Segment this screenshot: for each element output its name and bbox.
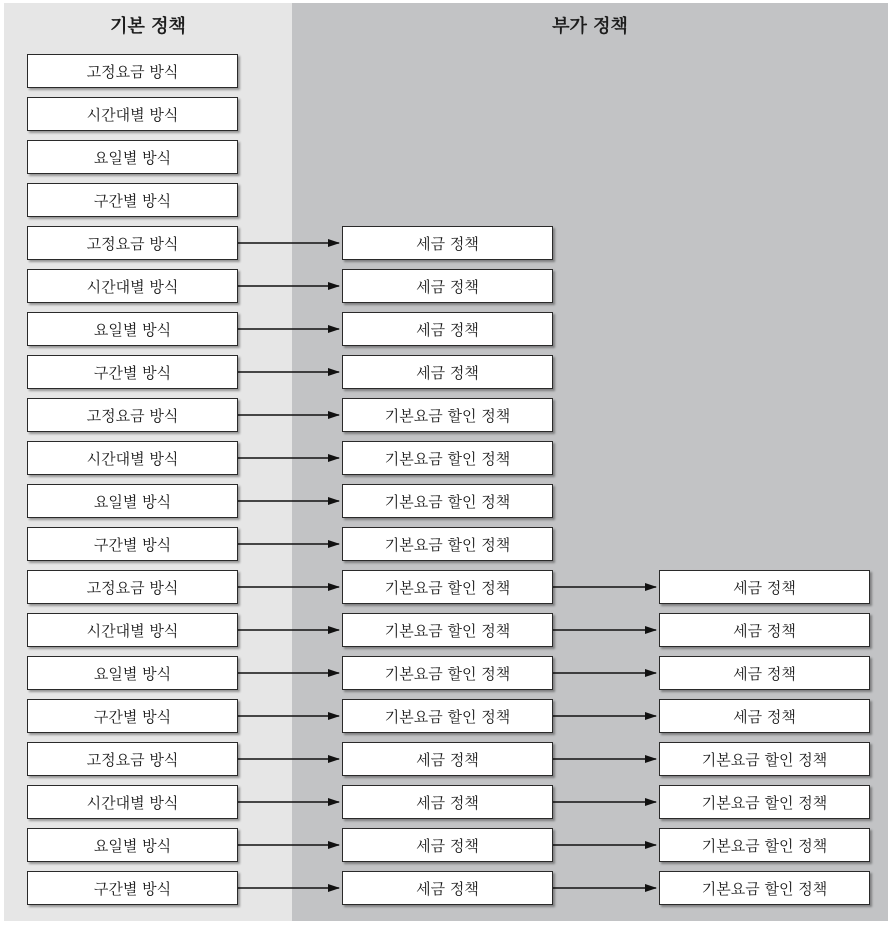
fee-method-box: 고정요금 방식	[27, 742, 238, 776]
tax-policy-box: 세금 정책	[659, 699, 870, 733]
discount-policy-box: 기본요금 할인 정책	[342, 656, 553, 690]
discount-policy-box: 기본요금 할인 정책	[342, 441, 553, 475]
fee-method-box: 구간별 방식	[27, 355, 238, 389]
discount-policy-box: 기본요금 할인 정책	[342, 570, 553, 604]
discount-policy-box: 기본요금 할인 정책	[659, 828, 870, 862]
tax-policy-box: 세금 정책	[342, 871, 553, 905]
tax-policy-box: 세금 정책	[342, 742, 553, 776]
fee-method-box: 구간별 방식	[27, 183, 238, 217]
discount-policy-box: 기본요금 할인 정책	[342, 613, 553, 647]
basic-policy-header: 기본 정책	[110, 16, 186, 37]
tax-policy-box: 세금 정책	[659, 656, 870, 690]
discount-policy-box: 기본요금 할인 정책	[659, 742, 870, 776]
fee-method-box: 구간별 방식	[27, 699, 238, 733]
discount-policy-box: 기본요금 할인 정책	[342, 484, 553, 518]
tax-policy-box: 세금 정책	[342, 269, 553, 303]
tax-policy-box: 세금 정책	[342, 355, 553, 389]
discount-policy-box: 기본요금 할인 정책	[342, 398, 553, 432]
fee-method-box: 요일별 방식	[27, 484, 238, 518]
fee-method-box: 요일별 방식	[27, 656, 238, 690]
fee-method-box: 고정요금 방식	[27, 570, 238, 604]
tax-policy-box: 세금 정책	[342, 828, 553, 862]
discount-policy-box: 기본요금 할인 정책	[342, 699, 553, 733]
tax-policy-box: 세금 정책	[342, 226, 553, 260]
fee-method-box: 구간별 방식	[27, 871, 238, 905]
tax-policy-box: 세금 정책	[659, 570, 870, 604]
tax-policy-box: 세금 정책	[659, 613, 870, 647]
fee-method-box: 시간대별 방식	[27, 785, 238, 819]
fee-method-box: 시간대별 방식	[27, 613, 238, 647]
tax-policy-box: 세금 정책	[342, 312, 553, 346]
fee-method-box: 요일별 방식	[27, 312, 238, 346]
discount-policy-box: 기본요금 할인 정책	[342, 527, 553, 561]
fee-method-box: 시간대별 방식	[27, 269, 238, 303]
fee-method-box: 시간대별 방식	[27, 97, 238, 131]
fee-method-box: 고정요금 방식	[27, 226, 238, 260]
fee-method-box: 요일별 방식	[27, 140, 238, 174]
fee-method-box: 고정요금 방식	[27, 398, 238, 432]
discount-policy-box: 기본요금 할인 정책	[659, 785, 870, 819]
fee-method-box: 시간대별 방식	[27, 441, 238, 475]
discount-policy-box: 기본요금 할인 정책	[659, 871, 870, 905]
additional-policy-header: 부가 정책	[552, 16, 628, 37]
fee-method-box: 구간별 방식	[27, 527, 238, 561]
fee-method-box: 고정요금 방식	[27, 54, 238, 88]
fee-method-box: 요일별 방식	[27, 828, 238, 862]
tax-policy-box: 세금 정책	[342, 785, 553, 819]
